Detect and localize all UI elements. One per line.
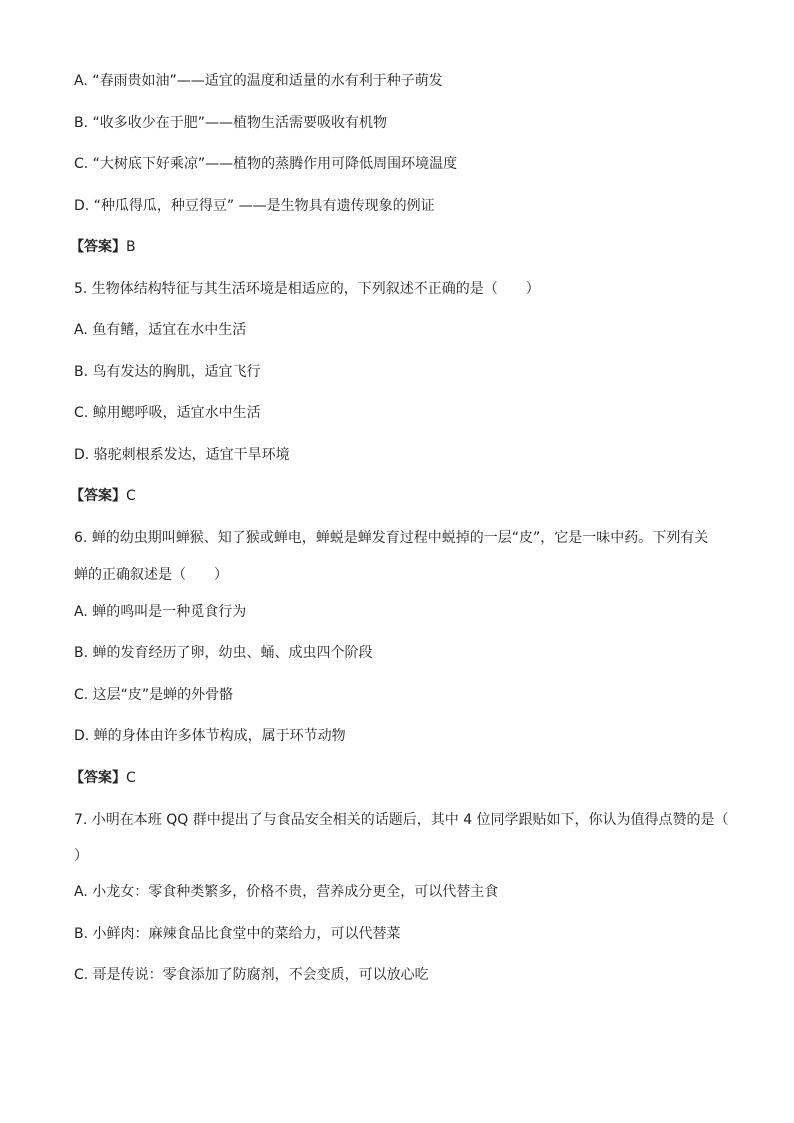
answer-tag: 【答案】 <box>70 239 126 255</box>
q4-option-d: D. “种瓜得瓜，种豆得豆” ——是生物具有遗传现象的例证 <box>74 198 435 214</box>
q4-option-c: C. “大树底下好乘凉”——植物的蒸腾作用可降低周围环境温度 <box>74 156 458 172</box>
q5-option-c: C. 鲸用鳃呼吸，适宜水中生活 <box>74 405 261 421</box>
q4-option-b: B. “收多收少在于肥”——植物生活需要吸收有机物 <box>74 115 388 131</box>
q4-option-a: A. “春雨贵如油”——适宜的温度和适量的水有利于种子萌发 <box>74 73 443 89</box>
q5-answer <box>70 487 730 505</box>
q6-stem-line-2: 蝉的正确叙述是（ ） <box>74 567 228 583</box>
q6-option-b: B. 蝉的发育经历了卵，幼虫、蛹、成虫四个阶段 <box>74 645 373 661</box>
q6-answer <box>70 769 730 787</box>
q7-stem-line-1: 7. 小明在本班 QQ 群中提出了与食品安全相关的话题后，其中 4 位同学跟贴如下，你认为值得点赞的是（ <box>74 812 729 828</box>
q7-option-b: B. 小鲜肉：麻辣食品比食堂中的菜给力，可以代替菜 <box>74 926 401 942</box>
q7-option-a: A. 小龙女：零食种类繁多，价格不贵，营养成分更全，可以代替主食 <box>74 884 499 900</box>
q5-stem: 5. 生物体结构特征与其生活环境是相适应的，下列叙述不正确的是（ ） <box>74 281 540 297</box>
answer-value: B <box>126 239 136 255</box>
answer-tag: 【答案】 <box>70 488 126 504</box>
q6-option-a: A. 蝉的鸣叫是一种觅食行为 <box>74 604 247 620</box>
answer-tag: 【答案】 <box>70 770 126 786</box>
q6-option-c: C. 这层“皮”是蝉的外骨骼 <box>74 687 234 703</box>
q7-option-c: C. 哥是传说：零食添加了防腐剂，不会变质，可以放心吃 <box>74 967 429 983</box>
answer-value: C <box>126 770 136 786</box>
q5-option-d: D. 骆驼刺根系发达，适宜干旱环境 <box>74 447 290 463</box>
q7-stem-line-2: ） <box>74 848 88 864</box>
q5-option-a: A. 鱼有鳍，适宜在水中生活 <box>74 322 247 338</box>
answer-value: C <box>126 488 136 504</box>
q6-option-d: D. 蝉的身体由许多体节构成，属于环节动物 <box>74 728 346 744</box>
q5-option-b: B. 鸟有发达的胸肌，适宜飞行 <box>74 364 261 380</box>
q4-answer <box>70 238 730 256</box>
q6-stem-line-1: 6. 蝉的幼虫期叫蝉猴、知了猴或蝉电，蝉蜕是蝉发育过程中蜕掉的一层“皮”，它是一味中药。下列有关 <box>74 530 709 546</box>
